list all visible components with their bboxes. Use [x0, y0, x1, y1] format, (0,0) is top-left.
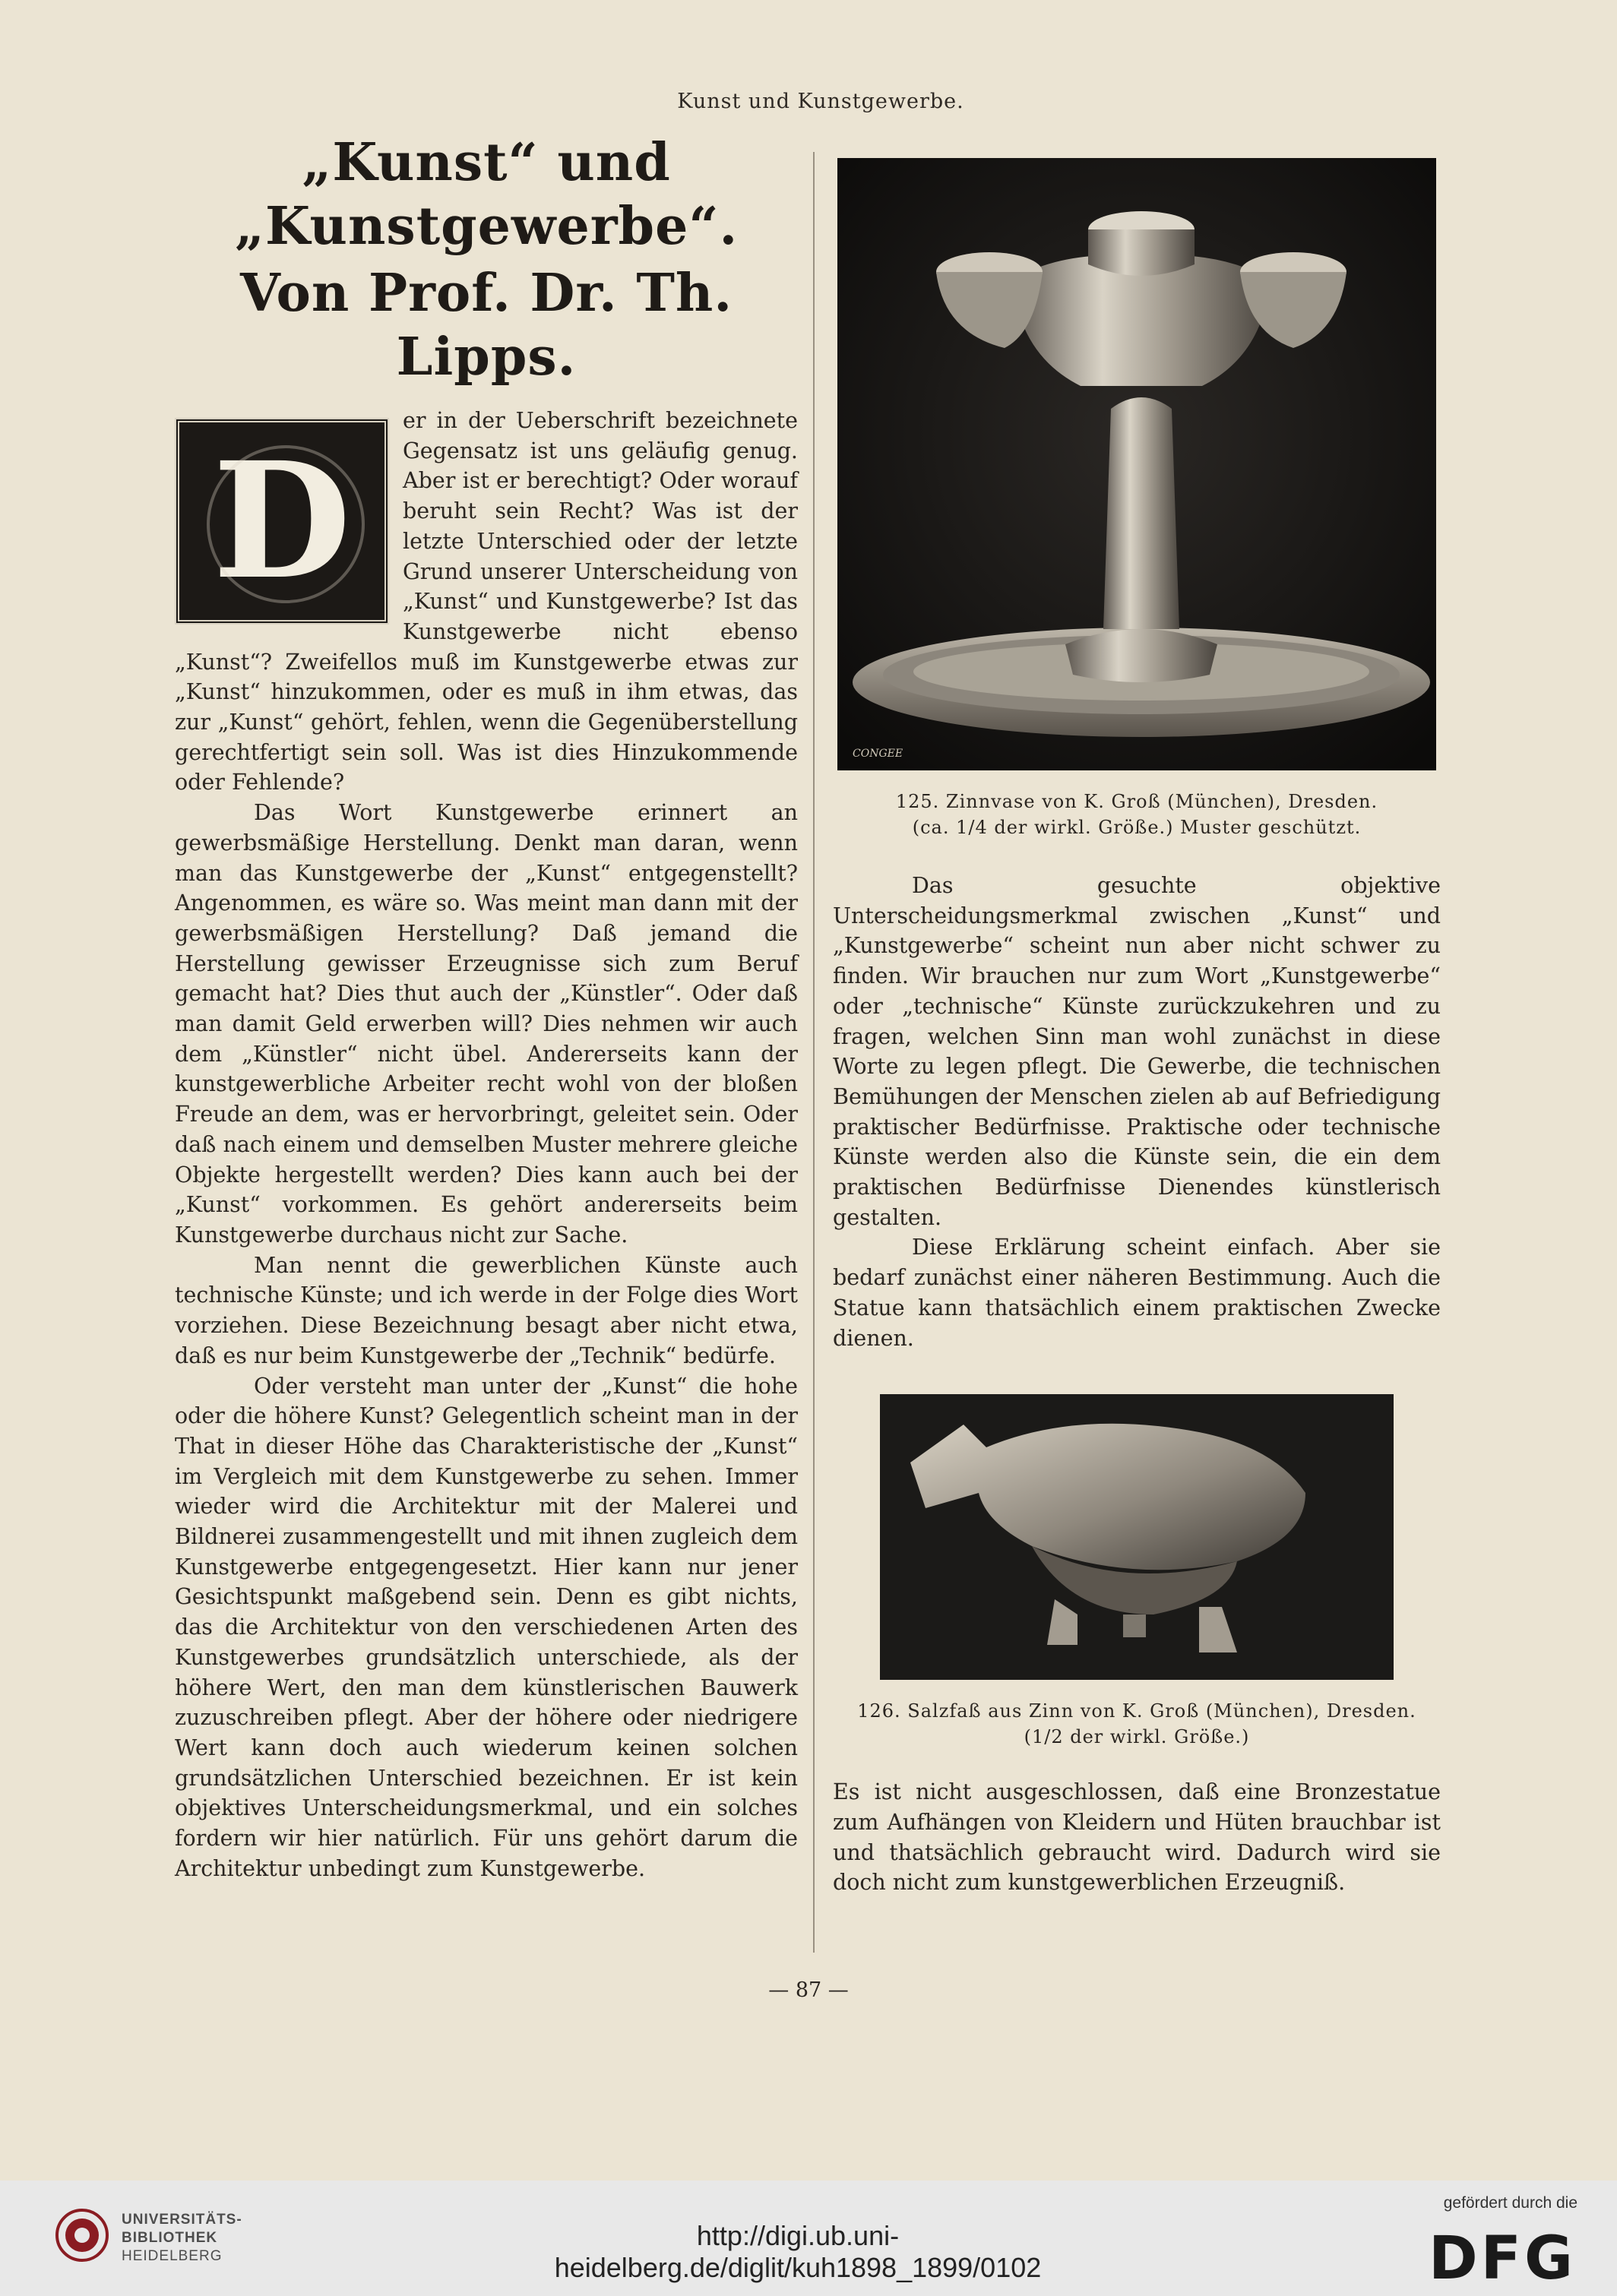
institution-line: HEIDELBERG: [122, 2248, 223, 2264]
salt-cellar-image: [880, 1394, 1394, 1680]
dropcap-letter: D: [212, 427, 352, 615]
institution-line: BIBLIOTHEK: [122, 2230, 218, 2246]
paragraph: Das gesuchte objektive Unterscheidungsmerkmal zwischen „Kunst“ und „Kunstgewerbe“ scheint nun aber nicht schwer zu finden. Wir brauchen nur zum Wort „Kunstgewerbe“ oder „technische“ Künste zurückzukehren und zu fragen, welchen Sinn man wohl zunächst in diese Worte zu legen pflegt. Die Gewerbe, die technischen Bemühungen der Menschen zielen ab auf Befriedigung praktischer Bedürfnisse. Praktische oder technische Künste werden also die Künste sein, die ein dem praktischen Bedürfnisse Dienendes künstlerisch gestalten.: [833, 873, 1441, 1230]
paragraph: Man nennt die gewerblichen Künste auch technische Künste; und ich werde in der Folge dies Wort vorziehen. Diese Bezeichnung besagt aber nicht etwa, daß es nur beim Kunstgewerbe der „Technik“ bedürfe.: [175, 1252, 799, 1368]
column-rule: [813, 152, 815, 1953]
institution-name: [122, 2211, 242, 2266]
left-column: [175, 131, 798, 1883]
figure-125-caption: [833, 789, 1441, 840]
page-number: — 87 —: [768, 1978, 849, 2002]
institution-line: UNIVERSITÄTS-: [122, 2212, 242, 2228]
article-title: „Kunst“ und „Kunstgewerbe“.: [234, 132, 739, 257]
dropcap-ornament: [207, 427, 365, 615]
library-footer: [0, 2181, 1617, 2296]
caption-line: 126. Salzfaß aus Zinn von K. Groß (München), Dresden.: [857, 1700, 1416, 1722]
paragraph: Das Wort Kunstgewerbe erinnert an gewerbsmäßige Herstellung. Denkt man daran, wenn man das Kunstgewerbe der „Kunst“ entgegenstellt? Angenommen, es wäre so. Was meint man dann mit der gewerbsmäßigen Herstellung? Daß jemand die Herstellung gewisser Erzeugnisse sich zum Beruf gemacht hat? Dies thut auch der „Künstler“. Oder daß man damit Geld erwerben will? Dies nehmen wir auch dem „Künstler“ nicht übel. Andererseits kann der kunstgewerbliche Arbeiter recht wohl von der bloßen Freude an dem, was er hervorbringt, geleitet sein. Oder daß nach einem und demselben Muster mehrere gleiche Objekte hergestellt werden? Dies kann auch bei der „Kunst“ vorkommen. Es gehört andererseits beim Kunstgewerbe durchaus nicht zur Sache.: [175, 800, 798, 1248]
caption-line: (1/2 der wirkl. Größe.): [1024, 1726, 1250, 1748]
figure-126-caption: [833, 1698, 1441, 1750]
paragraph: Es ist nicht ausgeschlossen, daß eine Bronzestatue zum Aufhängen von Kleidern und Hüten brauchbar ist und thatsächlich gebraucht wird. Dadurch wird sie doch nicht zum kunstgewerblichen Erzeugniß.: [833, 1779, 1441, 1896]
paragraph: er in der Ueberschrift bezeichnete Gegensatz ist uns geläufig genug. Aber ist er berechtigt? Oder worauf beruht sein Recht? Was ist der letzte Unterschied oder der letzte Grund unserer Unterscheidung von „Kunst“ und Kunstgewerbe? Ist das Kunstgewerbe nicht ebenso „Kunst“? Zweifellos muß im Kunstgewerbe etwas zur „Kunst“ hinzukommen, oder es muß in ihm etwas, das zur „Kunst“ gehört, fehlen, wenn die Gegenüberstellung gerechtfertigt sein soll. Was ist dies Hinzukommende oder Fehlende?: [175, 408, 798, 795]
dfg-logo: DFG: [1428, 2225, 1576, 2293]
pewter-vase-image: [837, 158, 1436, 770]
figure-125-photo: [837, 158, 1436, 770]
funded-by-label: gefördert durch die: [1443, 2194, 1577, 2212]
paragraph: Diese Erklärung scheint einfach. Aber sie bedarf zunächst einer näheren Bestimmung. Auch die Statue kann thatsächlich einem praktischen Zwecke dienen.: [833, 1235, 1441, 1351]
caption-line: 125. Zinnvase von K. Groß (München), Dresden.: [895, 791, 1378, 812]
left-body: [175, 406, 798, 1883]
paragraph: Oder versteht man unter der „Kunst“ die hohe oder die höhere Kunst? Gelegentlich scheint man in der That in dieser Höhe das Charakteristische der „Kunst“ im Vergleich mit dem Kunstgewerbe zu sehen. Immer wieder wird die Architektur mit der Malerei und Bildnerei zusammengestellt und mit ihnen zugleich dem Kunstgewerbe entgegengesetzt. Hier kann nur jener Gesichtspunkt maßgebend sein. Denn es gibt nichts, das die Architektur von den verschiedenen Arten des Kunstgewerbes grundsätzlich unterschiede, als der höhere Wert, den man dem künstlerischen Bauwerk zuzuschreiben pflegt. Aber der höhere oder niedrigere Wert kann doch auch wiederum keinen solchen grundsätzlichen Unterschied bezeichnen. Er ist kein objektives Unterscheidungsmerkmal, und ein solches fordern wir hier natürlich. Für uns gehört darum die Architektur unbedingt zum Kunstgewerbe.: [175, 1373, 798, 1881]
running-head: Kunst und Kunstgewerbe.: [677, 90, 964, 113]
photo-signature: CONGEE: [853, 748, 903, 760]
caption-line: (ca. 1/4 der wirkl. Größe.) Muster geschützt.: [912, 817, 1362, 838]
article-author: Von Prof. Dr. Th. Lipps.: [239, 263, 733, 387]
right-body-b: [833, 1777, 1441, 1898]
right-column: [833, 152, 1441, 1898]
dropcap: [175, 418, 389, 625]
figure-126-photo: [880, 1394, 1394, 1680]
university-seal-icon: [55, 2208, 109, 2263]
right-body-a: [833, 871, 1441, 1353]
source-url-link[interactable]: http://digi.ub.uni-heidelberg.de/diglit/kuh1898_1899/0102: [554, 2220, 1042, 2283]
